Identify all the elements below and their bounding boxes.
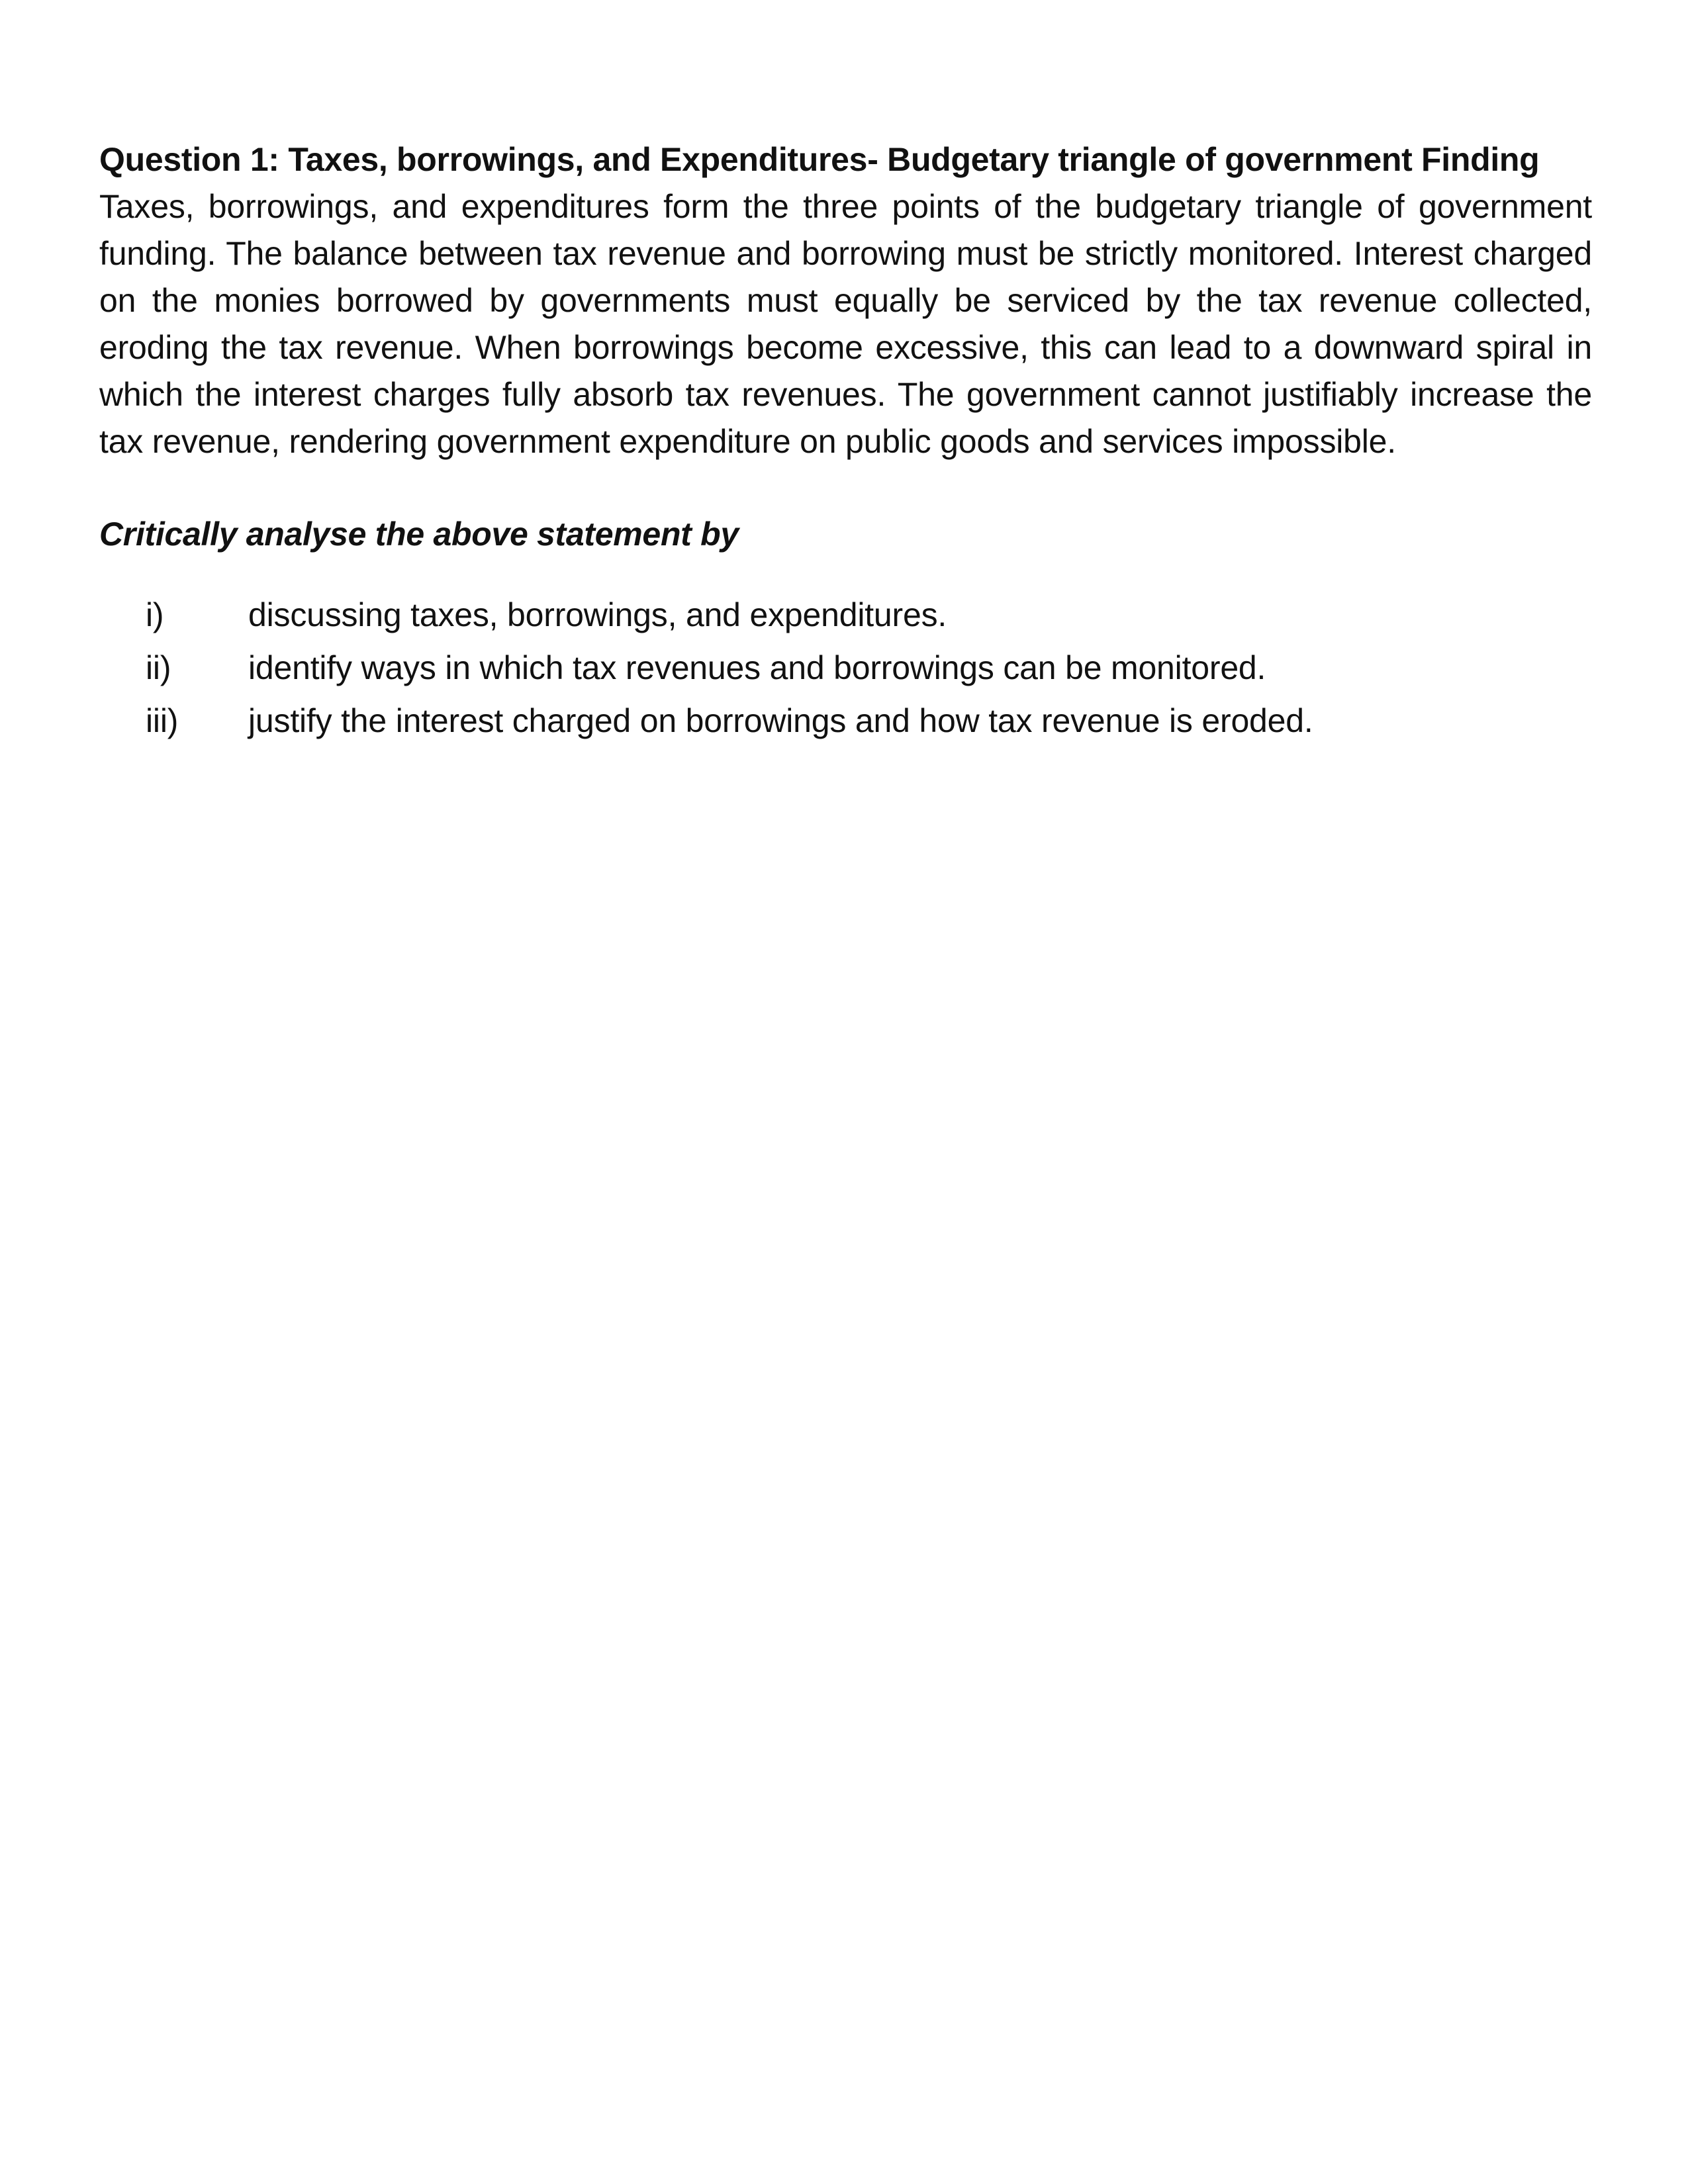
list-item [99, 694, 1592, 747]
document-page [99, 136, 1592, 747]
list-item [99, 588, 1592, 641]
item-number: iii) [146, 702, 179, 739]
item-text: justify the interest charged on borrowings and how tax revenue is eroded. [248, 702, 1313, 739]
task-list [99, 588, 1592, 747]
item-text: identify ways in which tax revenues and borrowings can be monitored. [248, 649, 1266, 686]
item-text: discussing taxes, borrowings, and expenditures. [248, 596, 947, 633]
item-number: ii) [146, 649, 171, 686]
instruction-text: Critically analyse the above statement by [99, 516, 739, 553]
question-heading: Question 1: Taxes, borrowings, and Expenditures- Budgetary triangle of government Finding [99, 141, 1540, 178]
list-item [99, 641, 1592, 694]
item-number: i) [146, 596, 164, 633]
question-paragraph: Taxes, borrowings, and expenditures form the three points of the budgetary triangle of government funding. The balance between tax revenue and borrowing must be strictly monitored. Interest charged on the monies borrowed by governments must equally be serviced by the tax revenue collected, eroding the tax revenue. When borrowings become excessive, this can lead to a downward spiral in which the interest charges fully absorb tax revenues. The government cannot justifiably increase the tax revenue, rendering government expenditure on public goods and services impossible. [99, 188, 1592, 460]
